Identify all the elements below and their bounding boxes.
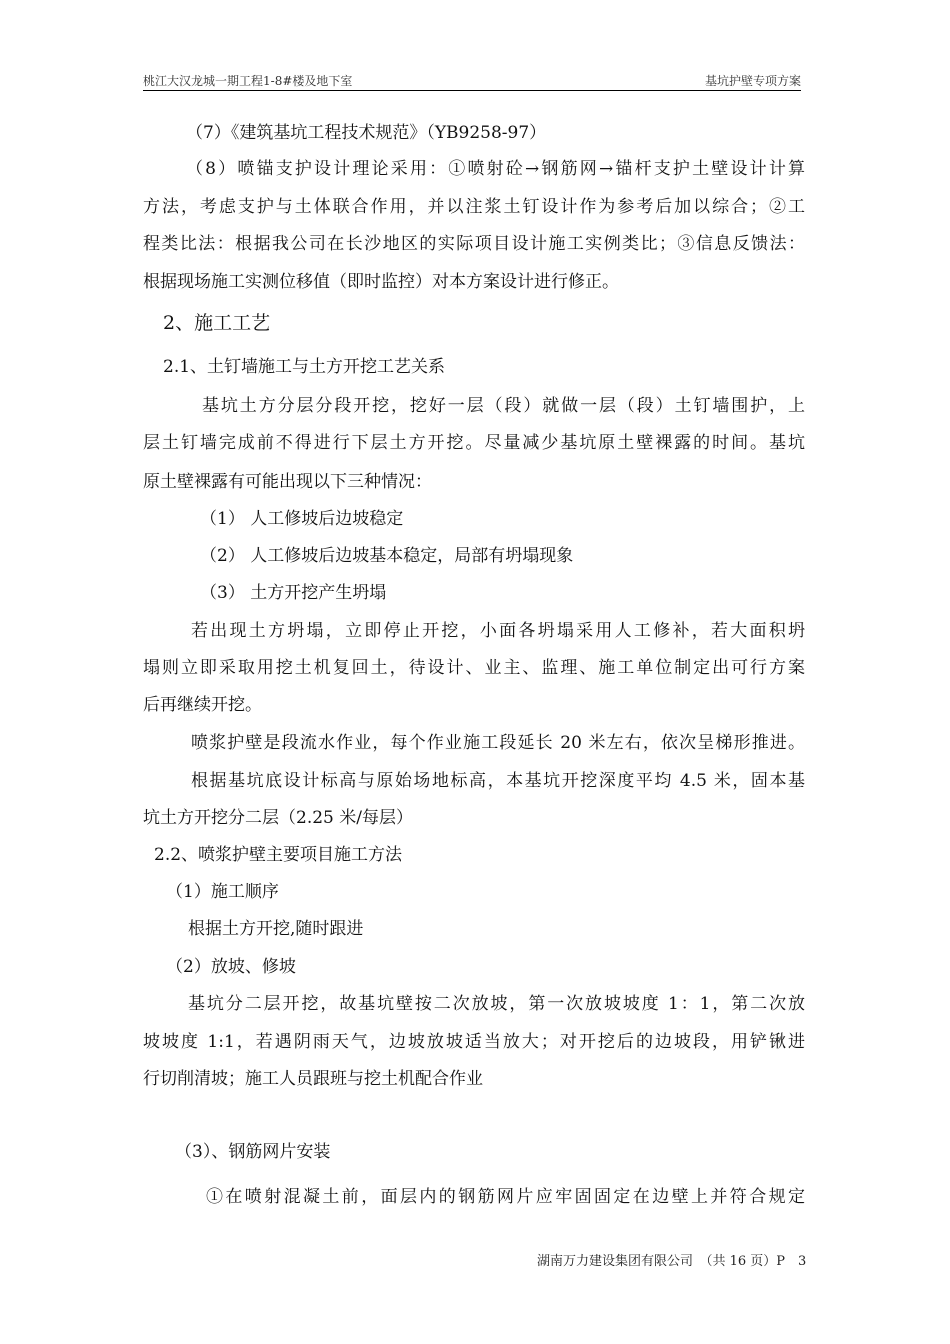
body-line: 行切削清坡；施工人员跟班与挖土机配合作业 — [143, 1069, 483, 1089]
body-line: 层土钉墙完成前不得进行下层土方开挖。尽量减少基坑原土壁裸露的时间。基坑 — [143, 433, 805, 453]
body-line: 根据基坑底设计标高与原始场地标高，本基坑开挖深度平均 4.5 米，固本基 — [191, 771, 805, 791]
page-header — [143, 70, 801, 91]
body-line: 基坑土方分层分段开挖，挖好一层（段）就做一层（段）土钉墙围护，上 — [202, 396, 805, 416]
subsection-heading: 2.2、喷浆护壁主要项目施工方法 — [154, 845, 403, 865]
body-line: 基坑分二层开挖，故基坑壁按二次放坡，第一次放坡坡度 1：1，第二次放 — [188, 994, 805, 1014]
body-line: 若出现土方坍塌，立即停止开挖，小面各坍塌采用人工修补，若大面积坍 — [191, 621, 805, 641]
section-heading: 2、施工工艺 — [163, 312, 271, 334]
body-line: ①在喷射混凝土前，面层内的钢筋网片应牢固固定在边壁上并符合规定 — [206, 1187, 805, 1207]
list-item: （2） 人工修坡后边坡基本稳定，局部有坍塌现象 — [200, 546, 574, 566]
body-line: 原土壁裸露有可能出现以下三种情况： — [143, 472, 432, 492]
list-item: （1） 人工修坡后边坡稳定 — [200, 509, 404, 529]
body-line: 程类比法：根据我公司在长沙地区的实际项目设计施工实例类比；③信息反馈法： — [143, 234, 805, 254]
item-heading: （1）施工顺序 — [166, 882, 279, 902]
body-line: （7）《建筑基坑工程技术规范》（YB9258-97） — [186, 123, 547, 143]
body-line: 喷浆护壁是段流水作业，每个作业施工段延长 20 米左右，依次呈梯形推进。 — [191, 733, 805, 753]
body-line: （8）喷锚支护设计理论采用：①喷射砼→钢筋网→锚杆支护土壁设计计算 — [186, 159, 805, 179]
header-project-title: 桃江大汉龙城一期工程1-8#楼及地下室 — [143, 74, 353, 88]
body-line: 坡坡度 1:1，若遇阴雨天气，边坡放坡适当放大；对开挖后的边坡段，用铲锹进 — [143, 1032, 805, 1052]
body-line: 根据土方开挖,随时跟进 — [188, 919, 364, 939]
item-heading: （3）、钢筋网片安装 — [175, 1142, 331, 1162]
list-item: （3） 土方开挖产生坍塌 — [200, 583, 387, 603]
body-line: 根据现场施工实测位移值（即时监控）对本方案设计进行修正。 — [143, 272, 619, 292]
header-document-title: 基坑护壁专项方案 — [704, 74, 801, 88]
page-footer: 湖南万力建设集团有限公司 （共 16 页）P 3 — [537, 1254, 807, 1269]
body-line: 坑土方开挖分二层（2.25 米/每层） — [143, 808, 413, 828]
body-line: 方法，考虑支护与土体联合作用，并以注浆土钉设计作为参考后加以综合；②工 — [143, 197, 805, 217]
body-line: 塌则立即采取用挖土机复回土，待设计、业主、监理、施工单位制定出可行方案 — [143, 658, 805, 678]
subsection-heading: 2.1、土钉墙施工与土方开挖工艺关系 — [163, 357, 446, 377]
item-heading: （2）放坡、修坡 — [166, 957, 296, 977]
body-line: 后再继续开挖。 — [143, 695, 262, 715]
